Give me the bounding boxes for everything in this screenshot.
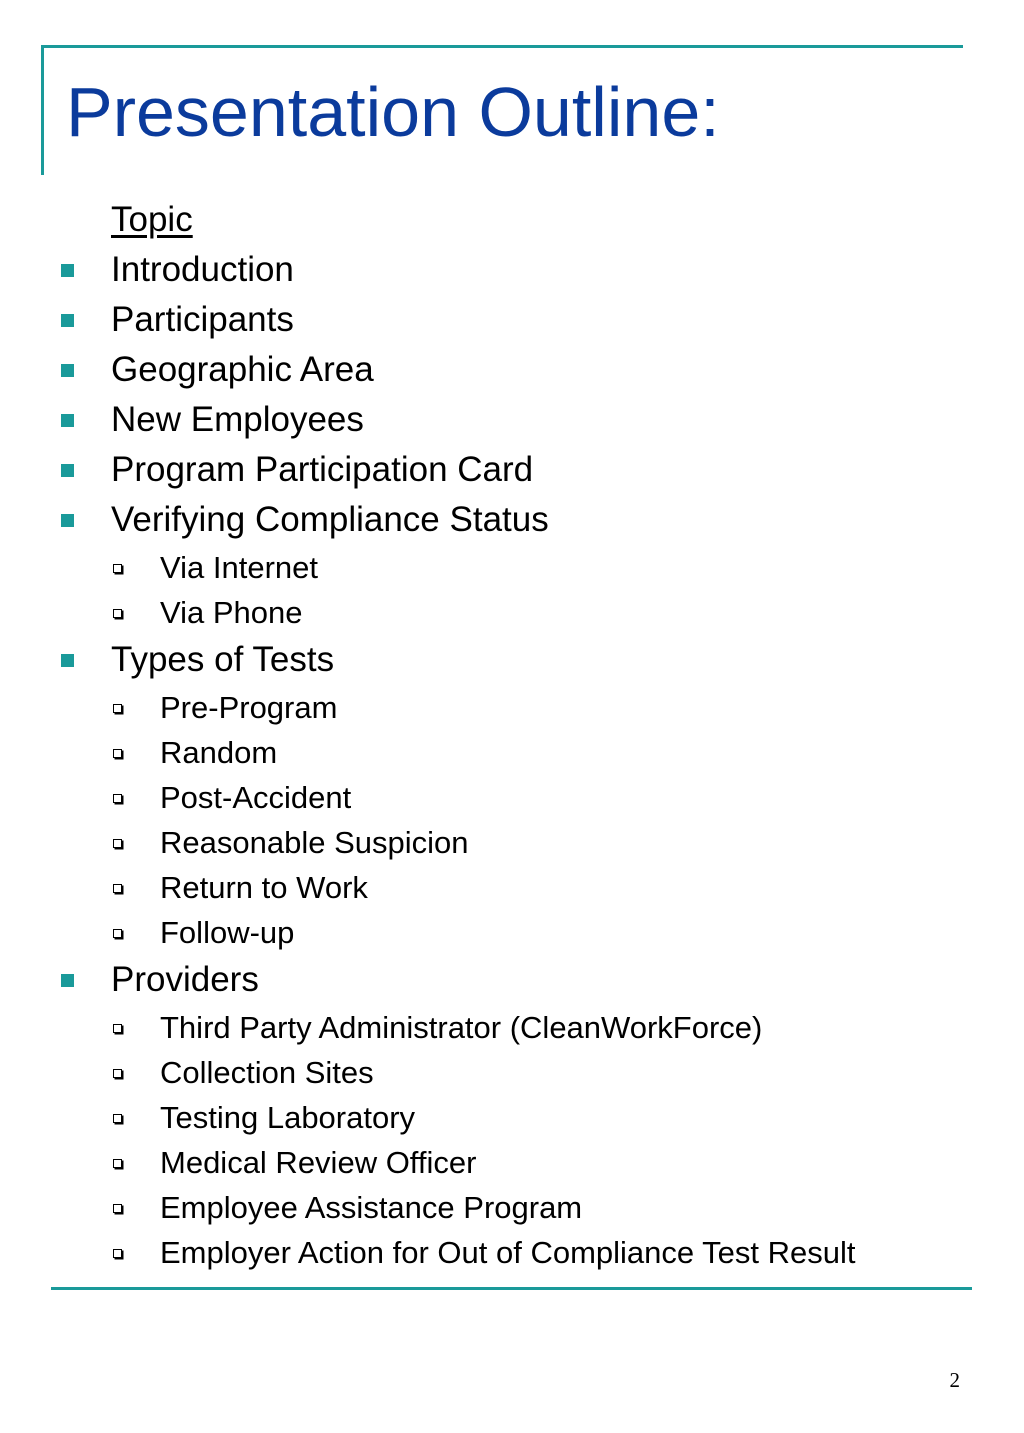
outline-item	[0, 495, 1024, 545]
hollow-square-icon	[113, 1024, 122, 1033]
outline-item-label: Geographic Area	[111, 350, 374, 389]
outline-subitem-label: Reasonable Suspicion	[160, 825, 469, 860]
hollow-square-icon	[113, 749, 122, 758]
outline-subitem-label: Testing Laboratory	[160, 1100, 416, 1135]
outline-subitem	[0, 545, 1024, 590]
filled-square-icon	[61, 364, 74, 377]
hollow-square-icon	[113, 1159, 122, 1168]
outline-item-label: Providers	[111, 960, 259, 999]
hollow-square-icon	[113, 1249, 122, 1258]
hollow-square-icon	[113, 1069, 122, 1078]
outline-item-label: New Employees	[111, 400, 364, 439]
outline-subitem-label: Post-Accident	[160, 780, 352, 815]
frame-left-rule	[41, 45, 44, 175]
outline-item-label: Types of Tests	[111, 640, 335, 679]
outline-subitem-label: Via Phone	[160, 595, 303, 630]
outline-subitem-label: Via Internet	[160, 550, 318, 585]
hollow-square-icon	[113, 839, 122, 848]
outline-header: Topic	[111, 200, 193, 239]
hollow-square-icon	[113, 929, 122, 938]
outline-item	[0, 295, 1024, 345]
outline-subitem-label: Third Party Administrator (CleanWorkForce)	[160, 1010, 763, 1045]
outline-subitem	[0, 1050, 1024, 1095]
filled-square-icon	[61, 974, 74, 987]
outline-subitem	[0, 910, 1024, 955]
filled-square-icon	[61, 414, 74, 427]
outline-subitem	[0, 1095, 1024, 1140]
outline-item	[0, 955, 1024, 1005]
page-number: 2	[949, 1368, 960, 1392]
outline-header-row	[0, 195, 1024, 245]
hollow-square-icon	[113, 564, 122, 573]
outline-subitem-label: Medical Review Officer	[160, 1145, 477, 1180]
outline-subitem	[0, 820, 1024, 865]
filled-square-icon	[61, 314, 74, 327]
hollow-square-icon	[113, 609, 122, 618]
outline-item	[0, 445, 1024, 495]
hollow-square-icon	[113, 1204, 122, 1213]
outline-subitem	[0, 590, 1024, 635]
hollow-square-icon	[113, 704, 122, 713]
slide-title: Presentation Outline:	[66, 73, 720, 151]
outline-subitem	[0, 730, 1024, 775]
outline-subitem-label: Pre-Program	[160, 690, 338, 725]
outline-item-label: Participants	[111, 300, 294, 339]
filled-square-icon	[61, 264, 74, 277]
outline-subitem-label: Follow-up	[160, 915, 295, 950]
hollow-square-icon	[113, 884, 122, 893]
outline-item-label: Verifying Compliance Status	[111, 500, 549, 539]
outline-subitem-label: Collection Sites	[160, 1055, 374, 1090]
outline-item-label: Program Participation Card	[111, 450, 534, 489]
outline-item	[0, 345, 1024, 395]
outline-subitem	[0, 865, 1024, 910]
outline-subitem-label: Employer Action for Out of Compliance Test Result	[160, 1235, 856, 1270]
outline-item-label: Introduction	[111, 250, 294, 289]
outline-subitem	[0, 1230, 1024, 1275]
hollow-square-icon	[113, 794, 122, 803]
filled-square-icon	[61, 654, 74, 667]
outline-item	[0, 245, 1024, 295]
outline-subitem	[0, 685, 1024, 730]
frame-top-rule	[41, 45, 963, 48]
outline-list	[0, 195, 1024, 1275]
outline-subitem-label: Random	[160, 735, 278, 770]
outline-subitem	[0, 1005, 1024, 1050]
outline-subitem	[0, 775, 1024, 820]
outline-item	[0, 395, 1024, 445]
outline-subitem	[0, 1185, 1024, 1230]
outline-item	[0, 635, 1024, 685]
outline-subitem	[0, 1140, 1024, 1185]
filled-square-icon	[61, 464, 74, 477]
outline-subitem-label: Employee Assistance Program	[160, 1190, 583, 1225]
filled-square-icon	[61, 514, 74, 527]
outline-subitem-label: Return to Work	[160, 870, 368, 905]
hollow-square-icon	[113, 1114, 122, 1123]
frame-bottom-rule	[51, 1287, 972, 1290]
